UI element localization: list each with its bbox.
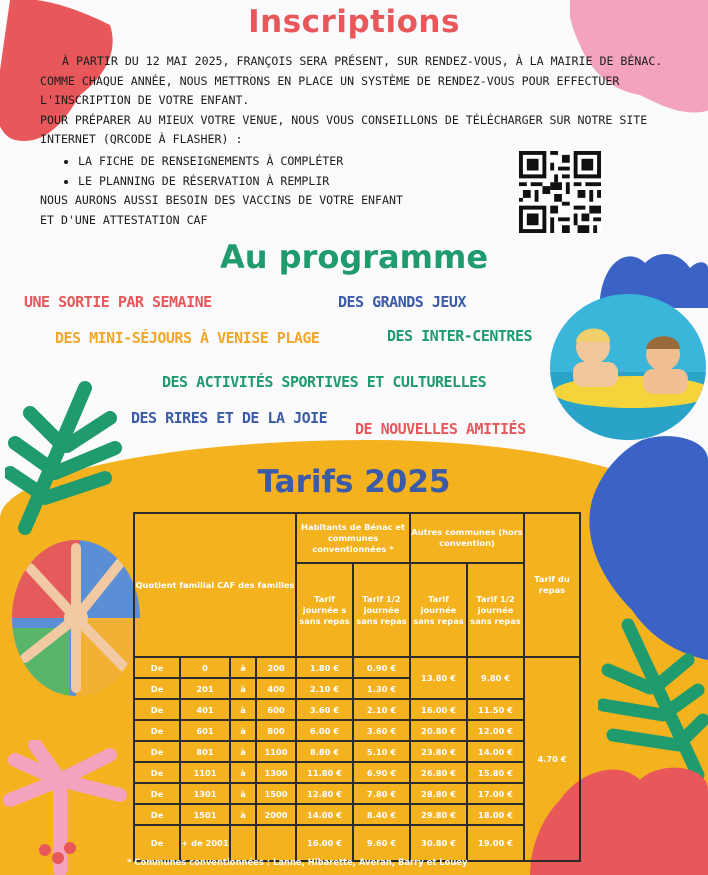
- cell: 400: [256, 678, 296, 699]
- header-demi: Tarif 1/2 journée sans repas: [353, 563, 410, 657]
- cell: 15.80 €: [467, 762, 524, 783]
- cell: 601: [180, 720, 230, 741]
- table-row: [134, 825, 580, 861]
- cell: à: [230, 762, 256, 783]
- cell: 200: [256, 657, 296, 678]
- cell: De: [134, 657, 180, 678]
- cell: à: [230, 783, 256, 804]
- photo-children-hands: [10, 538, 142, 698]
- cell: à: [230, 741, 256, 762]
- programme-item: DES RIRES ET DE LA JOIE: [131, 409, 328, 427]
- cell: à: [230, 720, 256, 741]
- cell: [230, 825, 256, 861]
- cell: 23.80 €: [410, 741, 467, 762]
- cell: 1500: [256, 783, 296, 804]
- cell: 401: [180, 699, 230, 720]
- cell: De: [134, 762, 180, 783]
- cell: 1300: [256, 762, 296, 783]
- cell: 3.60 €: [296, 699, 353, 720]
- cell: 801: [180, 741, 230, 762]
- programme-item: DES INTER-CENTRES: [387, 327, 533, 345]
- inscriptions-title: Inscriptions: [248, 4, 460, 40]
- palm-leaf-right: [598, 610, 708, 780]
- header-quotient: Quotient familial CAF des familles: [134, 513, 296, 657]
- tarifs-title: Tarifs 2025: [257, 464, 451, 500]
- programme-item: DES MINI-SÉJOURS À VENISE PLAGE: [55, 329, 320, 347]
- intro-paragraph-3: POUR PRÉPARER AU MIEUX VOTRE VENUE, NOUS VOUS CONSEILLONS DE TÉLÉCHARGER SUR NOTRE SITE INTERNET (QRCODE À FLASHER) :: [40, 112, 648, 147]
- cell: 12.00 €: [467, 720, 524, 741]
- cell: 29.80 €: [410, 804, 467, 825]
- table-row: [134, 762, 580, 783]
- cell: De: [134, 678, 180, 699]
- cell: 3.60 €: [353, 720, 410, 741]
- cell: 20.80 €: [410, 720, 467, 741]
- cell: à: [230, 804, 256, 825]
- cell: 1.80 €: [296, 657, 353, 678]
- cell: 14.00 €: [296, 804, 353, 825]
- cell: à: [230, 657, 256, 678]
- cell: 13.80 €: [410, 657, 467, 699]
- cell: De: [134, 825, 180, 861]
- table-row: [134, 657, 580, 678]
- cell: 17.00 €: [467, 783, 524, 804]
- cell: 7.80 €: [353, 783, 410, 804]
- table-footnote: * Communes conventionnées : Lanne, Hibarette, Averan, Barry et Louey: [127, 857, 468, 867]
- programme-title: Au programme: [219, 238, 489, 276]
- table-row: [134, 720, 580, 741]
- cell: 201: [180, 678, 230, 699]
- cell: 8.80 €: [296, 741, 353, 762]
- cell: 30.80 €: [410, 825, 467, 861]
- cell: 11.50 €: [467, 699, 524, 720]
- programme-item: DE NOUVELLES AMITIÉS: [355, 420, 526, 438]
- cell: De: [134, 741, 180, 762]
- table-row: [134, 741, 580, 762]
- header-demi-autres: Tarif 1/2 journée sans repas: [467, 563, 524, 657]
- cell: 1.30 €: [353, 678, 410, 699]
- cell: 14.00 €: [467, 741, 524, 762]
- photo-children-pool: [548, 292, 708, 442]
- header-repas: Tarif du repas: [524, 513, 580, 657]
- cell: 600: [256, 699, 296, 720]
- header-habitants: Habitants de Bénac et communes conventionnées *: [296, 513, 410, 563]
- cell: 800: [256, 720, 296, 741]
- cell: De: [134, 699, 180, 720]
- cell: De: [134, 720, 180, 741]
- intro-paragraph-1: À PARTIR DU 12 MAI 2025, FRANÇOIS SERA PRÉSENT, SUR RENDEZ-VOUS, À LA MAIRIE DE BÉNAC.: [62, 54, 663, 68]
- cell: 6.90 €: [353, 762, 410, 783]
- pink-palm-bottom-left: [0, 740, 140, 875]
- cell: 18.00 €: [467, 804, 524, 825]
- cell: à: [230, 678, 256, 699]
- cell: 16.00 €: [410, 699, 467, 720]
- programme-item: DES GRANDS JEUX: [338, 293, 466, 311]
- header-journee: Tarif journée s sans repas: [296, 563, 353, 657]
- tarifs-table: [133, 512, 581, 862]
- cell: 28.80 €: [410, 783, 467, 804]
- cell: 6.00 €: [296, 720, 353, 741]
- intro-paragraph-4b: ET D'UNE ATTESTATION CAF: [40, 212, 208, 227]
- cell: [256, 825, 296, 861]
- repas-price-cell: 4.70 €: [524, 657, 580, 861]
- cell: 26.80 €: [410, 762, 467, 783]
- cell: 2.10 €: [353, 699, 410, 720]
- programme-item: UNE SORTIE PAR SEMAINE: [24, 293, 212, 311]
- header-journee-autres: Tarif journée sans repas: [410, 563, 467, 657]
- qr-code[interactable]: [519, 151, 601, 233]
- cell: 8.40 €: [353, 804, 410, 825]
- cell: + de 2001: [180, 825, 230, 861]
- list-item: • LE PLANNING DE RÉSERVATION À REMPLIR: [78, 172, 680, 192]
- cell: 19.00 €: [467, 825, 524, 861]
- cell: 11.80 €: [296, 762, 353, 783]
- cell: 1501: [180, 804, 230, 825]
- programme-item: DES ACTIVITÉS SPORTIVES ET CULTURELLES: [162, 373, 487, 391]
- cell: 2.10 €: [296, 678, 353, 699]
- cell: 1101: [180, 762, 230, 783]
- palm-leaf-left: [5, 368, 125, 538]
- cell: 1301: [180, 783, 230, 804]
- cell: 9.60 €: [353, 825, 410, 861]
- cell: De: [134, 804, 180, 825]
- cell: 5.10 €: [353, 741, 410, 762]
- cell: 16.00 €: [296, 825, 353, 861]
- cell: 2000: [256, 804, 296, 825]
- cell: 0: [180, 657, 230, 678]
- header-autres: Autres communes (hors convention): [410, 513, 524, 563]
- intro-paragraph-2: COMME CHAQUE ANNÉE, NOUS METTRONS EN PLACE UN SYSTÈME DE RENDEZ-VOUS POUR EFFECTUER L'INSCRIPTION DE VOTRE ENFANT.: [40, 73, 620, 108]
- intro-paragraph-4a: NOUS AURONS AUSSI BESOIN DES VACCINS DE VOTRE ENFANT: [40, 193, 403, 208]
- table-row: [134, 699, 580, 720]
- cell: 9.80 €: [467, 657, 524, 699]
- cell: De: [134, 783, 180, 804]
- table-row: [134, 783, 580, 804]
- table-row: [134, 804, 580, 825]
- cell: à: [230, 699, 256, 720]
- cell: 1100: [256, 741, 296, 762]
- cell: 0.90 €: [353, 657, 410, 678]
- list-item: • LA FICHE DE RENSEIGNEMENTS À COMPLÉTER: [78, 152, 680, 172]
- cell: 12.80 €: [296, 783, 353, 804]
